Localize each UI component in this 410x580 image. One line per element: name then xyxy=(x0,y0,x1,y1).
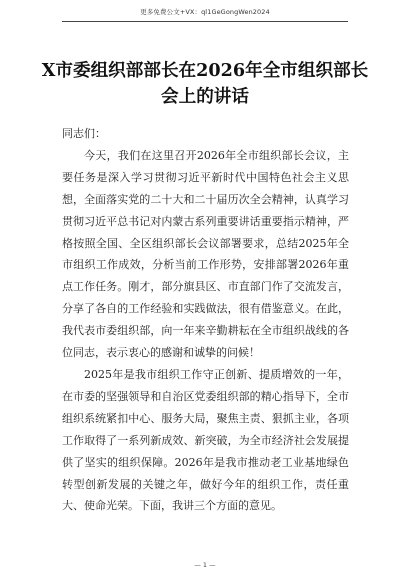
page-number: — 1 — xyxy=(194,561,216,569)
document-body xyxy=(62,123,349,517)
salutation: 同志们： xyxy=(62,127,106,140)
header-divider xyxy=(62,21,348,22)
body-paragraph: 今天，我们在这里召开2026年全市组织部长会议，主要任务是深入学习贯彻习近平新时代中国特色社会主义思想，全面落实党的二十大和二十届历次全会精神，认真学习贯彻习近平总书记对内蒙古系列重要讲话重要指示精神，严格按照全国、全区组织部长会议部署要求，总结2025年全市组织工作成效，分析当前工作形势，安排部署2026年重点工作任务。刚才，部分旗县区、市直部门作了交流发言，分享了各自的工作经验和实践做法，很有借鉴意义。在此，我代表市委组织部，向一年来辛勤耕耘在全市组织战线的各位同志，表示衷心的感谢和诚挚的问候！ xyxy=(62,148,349,360)
document-title: X市委组织部部长在2026年全市组织部长会上的讲话 xyxy=(41,60,369,107)
header-note: 更多免费公文+VX：ql1GeGongWen2024 xyxy=(140,8,270,16)
body-paragraph: 2025年是我市组织工作守正创新、提质增效的一年，在市委的坚强领导和自治区党委组织部的精心指导下，全市组织系统紧扣中心、服务大局，聚焦主责、狠抓主业，各项工作取得了一系列新成效、新突破，为全市经济社会发展提供了坚实的组织保障。2026年是我市推动老工业基地绿色转型创新发展的关键之年，做好今年的组织工作，责任重大、使命光荣。下面，我讲三个方面的意见。 xyxy=(62,367,349,513)
